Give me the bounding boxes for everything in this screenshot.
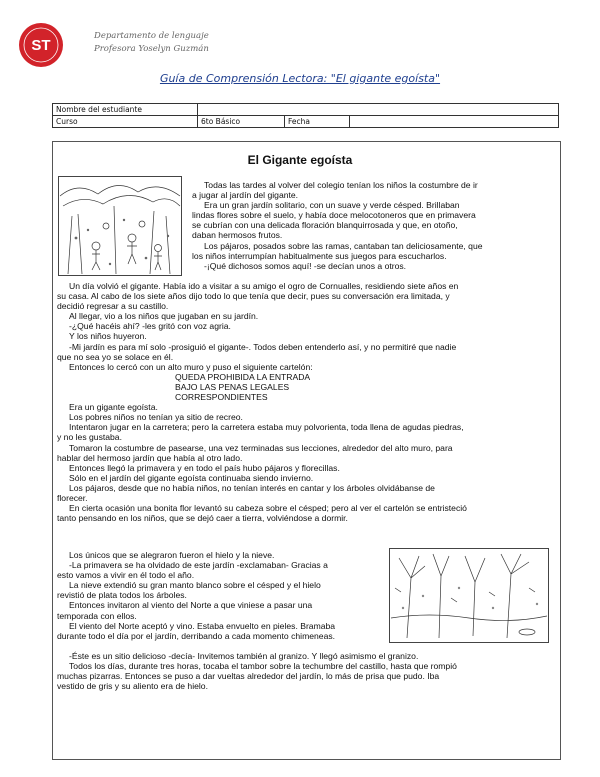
story-line: florecer. (57, 492, 88, 503)
course-value: 6to Básico (198, 116, 285, 128)
sign-line: QUEDA PROHIBIDA LA ENTRADA (175, 371, 311, 382)
sign-line: BAJO LAS PENAS LEGALES (175, 381, 290, 392)
garden-illustration (58, 176, 182, 276)
student-info-table (52, 103, 559, 128)
story-line: Era un gigante egoísta. (69, 402, 158, 413)
story-line: Tomaron la costumbre de pasearse, una vez terminadas sus lecciones, alrededor del alto muro, para (69, 442, 453, 453)
story-paragraph-3 (57, 550, 335, 641)
story-line: -La primavera se ha olvidado de este jardín -exclamaban- Gracias a (69, 560, 328, 571)
sign-line: CORRESPONDIENTES (175, 392, 268, 403)
story-line: decidió regresar a su castillo. (57, 301, 169, 312)
story-line: daban hermosos frutos. (192, 230, 283, 241)
story-line: Todos los días, durante tres horas, tocaba el tambor sobre la techumbre del castillo, hasta que rompió (69, 661, 457, 672)
student-label: Nombre del estudiante (53, 104, 198, 116)
course-label: Curso (53, 116, 198, 128)
teacher-name: Profesora Yoselyn Guzmán (94, 44, 209, 54)
story-line: El viento del Norte aceptó y vino. Estaba envuelto en pieles. Bramaba (69, 620, 336, 631)
story-paragraph-1 (192, 180, 483, 271)
story-line: En cierta ocasión una bonita flor levantó su cabeza sobre el césped; pero al ver el cartelón se entristeció (69, 503, 467, 514)
story-line: Sólo en el jardín del gigante egoísta continuaba siendo invierno. (69, 472, 314, 483)
story-line: -Éste es un sitio delicioso -decía- Invitemos también al granizo. Y llegó asimismo el granizo. (69, 651, 419, 661)
story-line: que no sea yo se solace en él. (57, 351, 174, 362)
story-line: revistió de plata todos los árboles. (57, 590, 187, 601)
story-line: durante todo el día por el jardín, derribando a cada momento chimeneas. (57, 630, 336, 641)
story-line: Intentaron jugar en la carretera; pero la carretera estaba muy polvorienta, toda llena de agudas piedras, (69, 422, 464, 433)
story-line: esto vamos a vivir en él todo el año. (57, 570, 195, 581)
story-line: Un día volvió el gigante. Había ido a visitar a su amigo el ogro de Cornualles, residiendo siete años en (69, 281, 459, 291)
story-line: Y los niños huyeron. (69, 331, 147, 342)
story-line: muchas pizarras. Entonces se puso a dar vueltas alrededor del jardín, lo más de prisa que pudo. Iba (57, 671, 440, 682)
guide-title: Guía de Comprensión Lectora: "El gigante egoísta" (159, 72, 441, 85)
story-line: -Mi jardín es para mí solo -prosiguió el gigante-. Todos deben entenderlo así, y no permitiré que nadie (69, 341, 457, 352)
story-paragraph-2 (57, 281, 467, 523)
story-line: Todas las tardes al volver del colegio tenían los niños la costumbre de ir (204, 180, 478, 190)
story-line: -¿Qué hacéis ahí? -les gritó con voz agria. (69, 321, 231, 332)
department-name: Departamento de lenguaje (94, 31, 209, 41)
department-block (94, 30, 209, 56)
story-line: y no les gustaba. (57, 432, 122, 443)
winter-garden-illustration (389, 548, 549, 643)
story-line: se cubrían con una delicada floración blanquirrosada y que, en otoño, (192, 220, 458, 231)
story-line: tanto pensando en los niños, que se dejó caer a tierra, volviéndose a dormir. (57, 513, 348, 524)
date-field[interactable] (350, 116, 559, 128)
story-line: Los únicos que se alegraron fueron el hielo y la nieve. (69, 550, 275, 560)
story-line: su casa. Al cabo de los siete años dijo todo lo que tenía que decir, pues su conversación era limitada, y (57, 291, 450, 302)
story-line: Era un gran jardín solitario, con un suave y verde césped. Brillaban (204, 200, 460, 211)
story-title: El Gigante egoísta (247, 153, 353, 167)
story-line: hablar del hermoso jardín que había al otro lado. (57, 452, 243, 463)
story-line: Entonces llegó la primavera y en todo el país hubo pájaros y florecillas. (69, 462, 340, 473)
story-line: temporada con ellos. (57, 610, 137, 621)
story-paragraph-4 (57, 651, 457, 691)
story-line: Los pájaros, posados sobre las ramas, cantaban tan deliciosamente, que (204, 240, 483, 251)
story-line: -¡Qué dichosos somos aquí! -se decían unos a otros. (204, 260, 407, 271)
student-name-field[interactable] (198, 104, 559, 116)
story-line: Los pájaros, desde que no había niños, no tenían interés en cantar y los árboles olvidábanse de (69, 482, 435, 493)
story-line: lindas flores sobre el suelo, y había doce melocotoneros que en primavera (192, 210, 476, 221)
story-line: Entonces invitaron al viento del Norte a que viniese a pasar una (69, 600, 313, 611)
story-line: Los pobres niños no tenían ya sitio de recreo. (69, 412, 243, 423)
story-line: Entonces lo cercó con un alto muro y puso el siguiente cartelón: (69, 361, 313, 372)
logo-initials: ST (31, 37, 51, 54)
school-logo (18, 22, 64, 68)
story-line: La nieve extendió su gran manto blanco sobre el césped y el hielo (69, 580, 321, 591)
story-line: a jugar al jardín del gigante. (192, 190, 299, 201)
date-label: Fecha (285, 116, 350, 128)
story-line: los niños interrumpían habitualmente sus juegos para escucharlos. (192, 250, 447, 261)
story-line: Al llegar, vio a los niños que jugaban en su jardín. (69, 311, 259, 322)
story-line: vestido de gris y su aliento era de hielo. (57, 681, 208, 692)
